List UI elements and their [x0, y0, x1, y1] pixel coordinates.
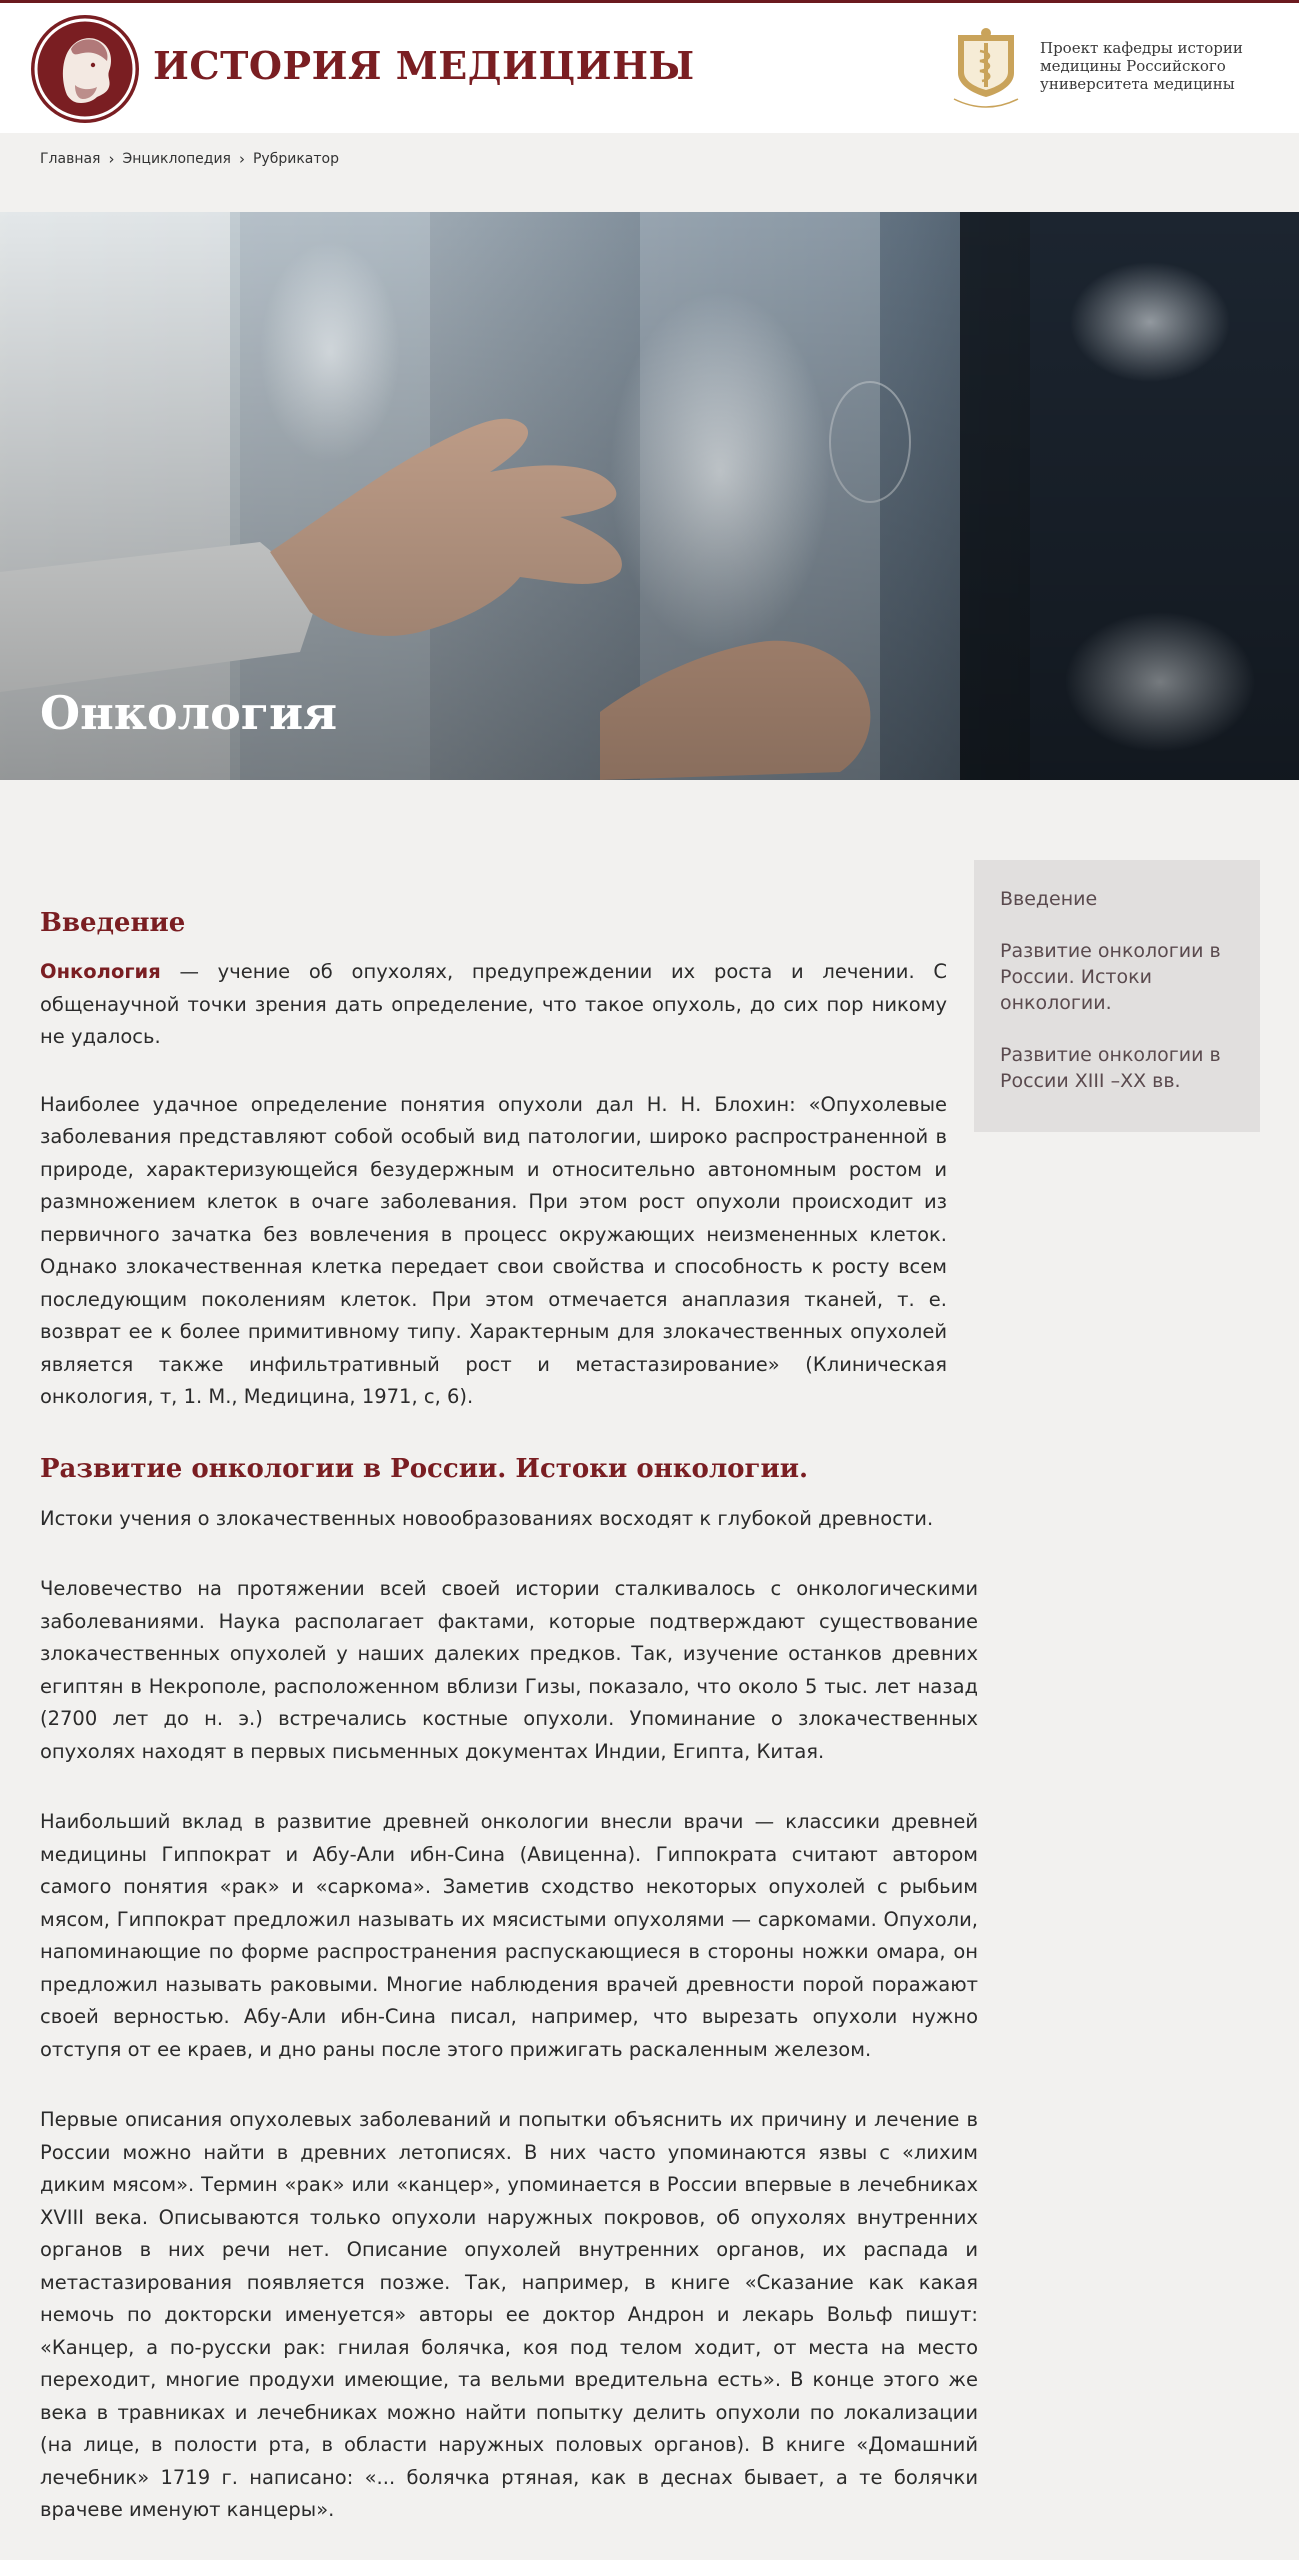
intro-paragraph-1-text: — учение об опухолях, предупреждении их роста и лечении. С общенаучной точки зрения дать определение, что такое опухоль, до сих пор никому не удалось. — [40, 960, 947, 1048]
breadcrumb — [40, 150, 339, 168]
site-logo[interactable] — [31, 15, 139, 123]
history-paragraph-1: Истоки учения о злокачественных новообразованиях восходят к глубокой древности. — [40, 1506, 934, 1530]
term-oncology: Онкология — [40, 960, 161, 983]
intro-paragraph-2: Наиболее удачное определение понятия опухоли дал Н. Н. Блохин: «Опухолевые заболевания представляют собой особый вид патологии, широко распространенной в природе, характеризующейся безудержным и относительно автономным ростом и размножением клеток в очаге заболевания. При этом рост опухоли происходит из первичного зачатка без вовлечения в процесс окружающих неизмененных клеток. Однако злокачественная клетка передает свои свойства и способность к росту всем последующим поколениям клеток. При этом отмечается анаплазия тканей, т. е. возврат ее к более примитивному типу. Характерным для злокачественных опухолей является также инфильтративный рост и метастазирование» (Клиническая онкология, т, 1. М., Медицина, 1971, с, 6). — [40, 1092, 947, 1408]
caduceus-crest-icon — [950, 23, 1022, 115]
section-heading-introduction: Введение — [40, 908, 186, 938]
intro-paragraph-1 — [40, 956, 947, 1054]
toc-item-introduction[interactable]: Введение — [1000, 888, 1098, 910]
toc-item-history-origins[interactable]: Развитие онкологии в России. Истоки онкологии. — [1000, 940, 1221, 1014]
history-paragraph-3: Наибольший вклад в развитие древней онкологии внесли врачи — классики древней медицины Гиппократ и Абу-Али ибн-Сина (Авиценна). Гиппократа считают автором самого понятия «рак» и «саркома». Заметив сходство некоторых опухолей с рыбьим мясом, Гиппократ предложил называть их мясистыми опухолями — саркомами. Опухоли, напоминающие по форме распространения распускающиеся в стороны ножки омара, он предложил называть раковыми. Многие наблюдения врачей древности порой поражают своей верностью. Абу-Али ибн-Сина писал, например, что вырезать опухоли нужно отступя от ее краев, и дно раны после этого прижигать раскаленным железом. — [40, 1810, 978, 2061]
chevron-right-icon: › — [108, 150, 115, 168]
toc-item-history-13-20[interactable]: Развитие онкологии в России XIII –XX вв. — [1000, 1044, 1221, 1092]
breadcrumb-home-link[interactable]: Главная — [40, 151, 101, 167]
history-paragraph-2: Человечество на протяжении всей своей истории сталкивалось с онкологическими заболеваниями. Наука располагает фактами, которые подтверждают существование злокачественных опухолей у наших далеких предков. Так, изучение останков древних египтян в Некрополе, расположенном вблизи Гизы, показало, что около 5 тыс. лет назад (2700 лет до н. э.) встречались костные опухоли. Упоминание о злокачественных опухолях находят в первых письменных документах Индии, Египта, Китая. — [40, 1577, 978, 1763]
article-content — [40, 905, 978, 2527]
site-title[interactable]: ИСТОРИЯ МЕДИЦИНЫ — [153, 43, 695, 88]
page-title: Онкология — [40, 686, 338, 740]
chevron-right-icon: › — [238, 150, 245, 168]
table-of-contents — [974, 860, 1260, 1132]
section-heading-history: Развитие онкологии в России. Истоки онкологии. — [40, 1453, 809, 1484]
university-crest — [950, 23, 1022, 115]
breadcrumb-encyclopedia-link[interactable]: Энциклопедия — [122, 151, 231, 167]
history-paragraph-4: Первые описания опухолевых заболеваний и попытки объяснить их причину и лечение в России можно найти в древних летописях. В них часто упоминаются язвы с «лихим диким мясом». Термин «рак» или «канцер», упоминается в России впервые в лечебниках XVIII века. Описываются только опухоли наружных покровов, об опухолях внутренних органов в них речи нет. Описание опухолей внутренних органов, их распада и метастазирования появляется позже. Так, например, в книге «Сказание как какая немочь по докторски именуется» авторы ее доктор Андрон и лекарь Вольф пишут: «Канцер, а по-русски рак: гнилая болячка, коя под телом ходит, от места на место переходит, многие продухи имеющие, та вельми вредительна есть». В конце этого же века в травниках и лечебниках можно найти попытку делить опухоли по локализации (на лице, в полости рта, в области наружных половых органов). В книге «Домашний лечебник» 1719 г. написано: «... болячка ртяная, как в деснах бывает, а те болячки врачеве именуют канцеры». — [40, 2108, 978, 2521]
site-header — [0, 3, 1299, 133]
hero-banner — [0, 212, 1299, 780]
asclepius-head-icon — [31, 15, 139, 123]
project-caption: Проект кафедры истории медицины Российского университета медицины — [1040, 39, 1243, 93]
breadcrumb-rubricator-link[interactable]: Рубрикатор — [252, 151, 339, 167]
